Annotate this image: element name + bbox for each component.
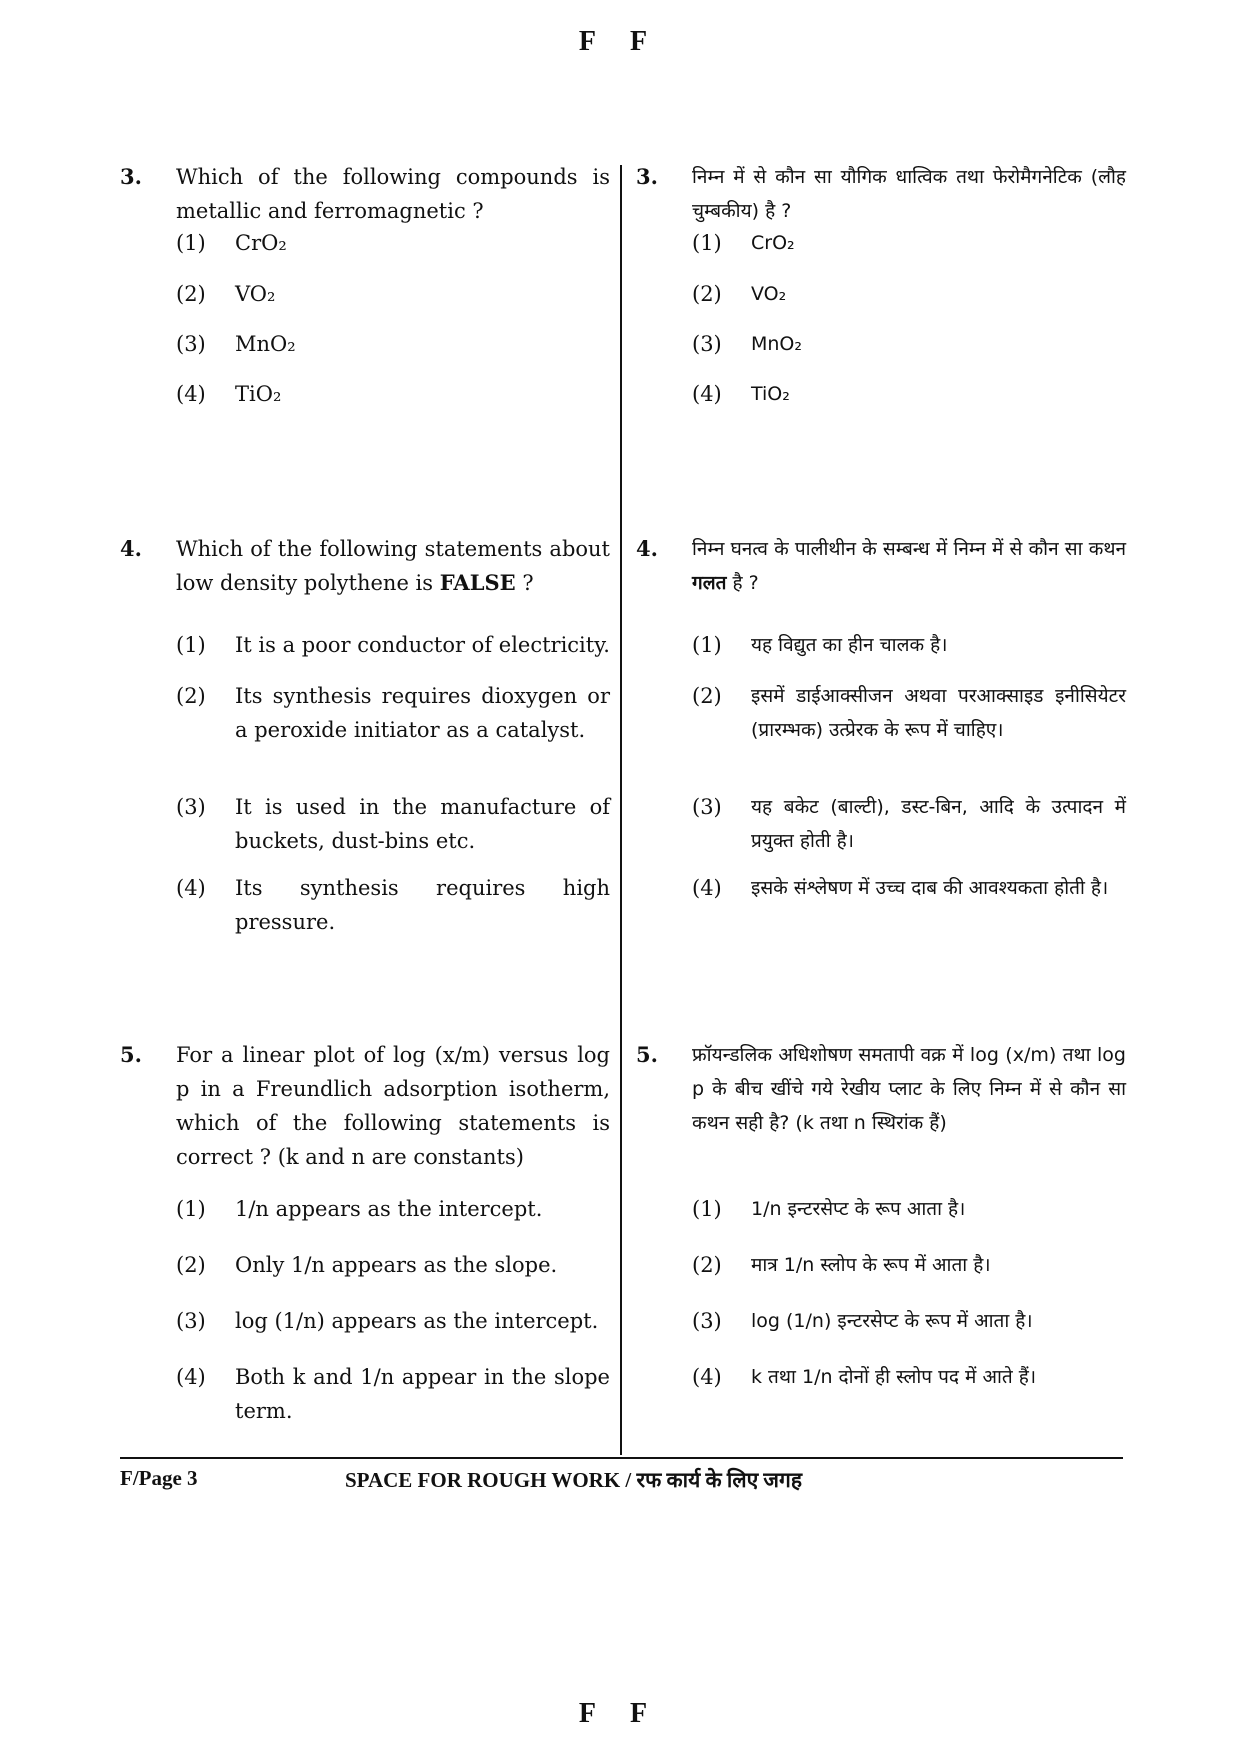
- option-4[interactable]: [176, 871, 610, 939]
- option-2[interactable]: [176, 1248, 610, 1282]
- option-2[interactable]: [692, 679, 1126, 747]
- option-text: 1/n appears as the intercept.: [235, 1197, 543, 1221]
- question-number: 5.: [636, 1042, 658, 1067]
- option-number: (1): [176, 1197, 206, 1221]
- option-2[interactable]: [176, 277, 610, 311]
- option-number: (3): [176, 332, 206, 356]
- option-number: (4): [692, 1365, 722, 1389]
- option-number: (3): [176, 1309, 206, 1333]
- option-text: यह बकेट (बाल्टी), डस्ट-बिन, आदि के उत्पादन में प्रयुक्त होती है।: [751, 796, 1126, 852]
- option-text: Its synthesis requires high pressure.: [235, 876, 610, 934]
- option-3[interactable]: [176, 1304, 610, 1338]
- question-5-hi: [636, 1038, 1126, 1140]
- question-text: For a linear plot of log (x/m) versus log p in a Freundlich adsorption isotherm, which of the following statements is correct ? (k and n are constants): [176, 1043, 610, 1169]
- set-code-footer: F F: [578, 1698, 662, 1729]
- option-number: (2): [176, 282, 206, 306]
- option-1[interactable]: [176, 1192, 610, 1226]
- option-3[interactable]: [692, 1304, 1126, 1338]
- question-number: 3.: [636, 164, 658, 189]
- emphasis-false: गलत: [692, 572, 727, 594]
- option-text: It is a poor conductor of electricity.: [235, 633, 610, 657]
- set-code-header: F F: [578, 26, 662, 57]
- option-number: (4): [176, 1365, 206, 1389]
- option-text: MnO₂: [751, 333, 803, 355]
- option-3[interactable]: [692, 790, 1126, 858]
- question-number: 4.: [636, 536, 658, 561]
- option-text: log (1/n) इन्टरसेप्ट के रूप में आता है।: [751, 1310, 1033, 1332]
- option-number: (1): [692, 633, 722, 657]
- question-text: फ्रॉयन्डलिक अधिशोषण समतापी वक्र में log (x/m) तथा log p के बीच खींचे गये रेखीय प्लाट के लिए निम्न में से कौन सा कथन सही है? (k तथा n स्थिरांक हैं): [692, 1044, 1126, 1134]
- option-text: यह विद्युत का हीन चालक है।: [751, 634, 948, 656]
- option-3[interactable]: [692, 327, 1126, 361]
- option-number: (3): [692, 1309, 722, 1333]
- option-1[interactable]: [692, 226, 1126, 260]
- option-text: VO₂: [235, 282, 276, 306]
- option-2[interactable]: [176, 679, 610, 747]
- question-text: निम्न घनत्व के पालीथीन के सम्बन्ध में निम्न में से कौन सा कथन गलत है ?: [692, 538, 1126, 594]
- emphasis-false: FALSE: [439, 570, 516, 595]
- option-number: (3): [176, 795, 206, 819]
- option-number: (1): [176, 633, 206, 657]
- question-number: 5.: [120, 1042, 142, 1067]
- question-5-en: [120, 1038, 610, 1174]
- option-text: CrO₂: [235, 231, 287, 255]
- question-3-en: [120, 160, 610, 228]
- option-number: (1): [176, 231, 206, 255]
- option-3[interactable]: [176, 790, 610, 858]
- option-text: Both k and 1/n appear in the slope term.: [235, 1365, 610, 1423]
- option-number: (3): [692, 332, 722, 356]
- question-3-hi: [636, 160, 1126, 228]
- option-number: (2): [176, 1253, 206, 1277]
- question-4-hi: [636, 532, 1126, 600]
- option-number: (2): [692, 282, 722, 306]
- option-4[interactable]: [692, 377, 1126, 411]
- option-number: (4): [176, 382, 206, 406]
- rough-work-label: SPACE FOR ROUGH WORK / रफ कार्य के लिए जगह: [345, 1468, 802, 1492]
- option-text: log (1/n) appears as the intercept.: [235, 1309, 599, 1333]
- question-number: 3.: [120, 164, 142, 189]
- option-number: (4): [692, 876, 722, 900]
- option-2[interactable]: [692, 277, 1126, 311]
- question-text: Which of the following statements about low density polythene is FALSE ?: [176, 537, 610, 595]
- column-divider: [620, 165, 622, 1455]
- option-4[interactable]: [176, 377, 610, 411]
- option-text: TiO₂: [235, 382, 282, 406]
- option-1[interactable]: [176, 628, 610, 662]
- option-number: (2): [176, 684, 206, 708]
- option-number: (1): [692, 231, 722, 255]
- question-text: निम्न में से कौन सा यौगिक धात्विक तथा फेरोमैगनेटिक (लौह चुम्बकीय) है ?: [692, 166, 1126, 222]
- page-label: F/Page 3: [120, 1466, 198, 1490]
- option-4[interactable]: [692, 871, 1126, 905]
- option-text: k तथा 1/n दोनों ही स्लोप पद में आते हैं।: [751, 1366, 1037, 1388]
- option-text: Only 1/n appears as the slope.: [235, 1253, 558, 1277]
- option-4[interactable]: [176, 1360, 610, 1428]
- question-number: 4.: [120, 536, 142, 561]
- option-text: TiO₂: [751, 383, 790, 405]
- option-number: (1): [692, 1197, 722, 1221]
- option-4[interactable]: [692, 1360, 1126, 1394]
- option-2[interactable]: [692, 1248, 1126, 1282]
- option-text: 1/n इन्टरसेप्ट के रूप आता है।: [751, 1198, 966, 1220]
- option-number: (3): [692, 795, 722, 819]
- question-4-en: [120, 532, 610, 600]
- option-1[interactable]: [692, 1192, 1126, 1226]
- option-1[interactable]: [692, 628, 1126, 662]
- option-1[interactable]: [176, 226, 610, 260]
- option-text: इसके संश्लेषण में उच्च दाब की आवश्यकता होती है।: [751, 877, 1109, 899]
- option-number: (4): [176, 876, 206, 900]
- footer-rule: [120, 1457, 1123, 1459]
- option-number: (2): [692, 1253, 722, 1277]
- option-text: MnO₂: [235, 332, 296, 356]
- option-text: VO₂: [751, 283, 787, 305]
- option-number: (2): [692, 684, 722, 708]
- option-text: इसमें डाईआक्सीजन अथवा परआक्साइड इनीसियेटर (प्रारम्भक) उत्प्रेरक के रूप में चाहिए।: [751, 685, 1126, 741]
- option-3[interactable]: [176, 327, 610, 361]
- question-text: Which of the following compounds is metallic and ferromagnetic ?: [176, 165, 610, 223]
- option-text: मात्र 1/n स्लोप के रूप में आता है।: [751, 1254, 991, 1276]
- option-text: It is used in the manufacture of buckets, dust-bins etc.: [235, 795, 610, 853]
- option-text: CrO₂: [751, 232, 795, 254]
- option-number: (4): [692, 382, 722, 406]
- option-text: Its synthesis requires dioxygen or a peroxide initiator as a catalyst.: [235, 684, 610, 742]
